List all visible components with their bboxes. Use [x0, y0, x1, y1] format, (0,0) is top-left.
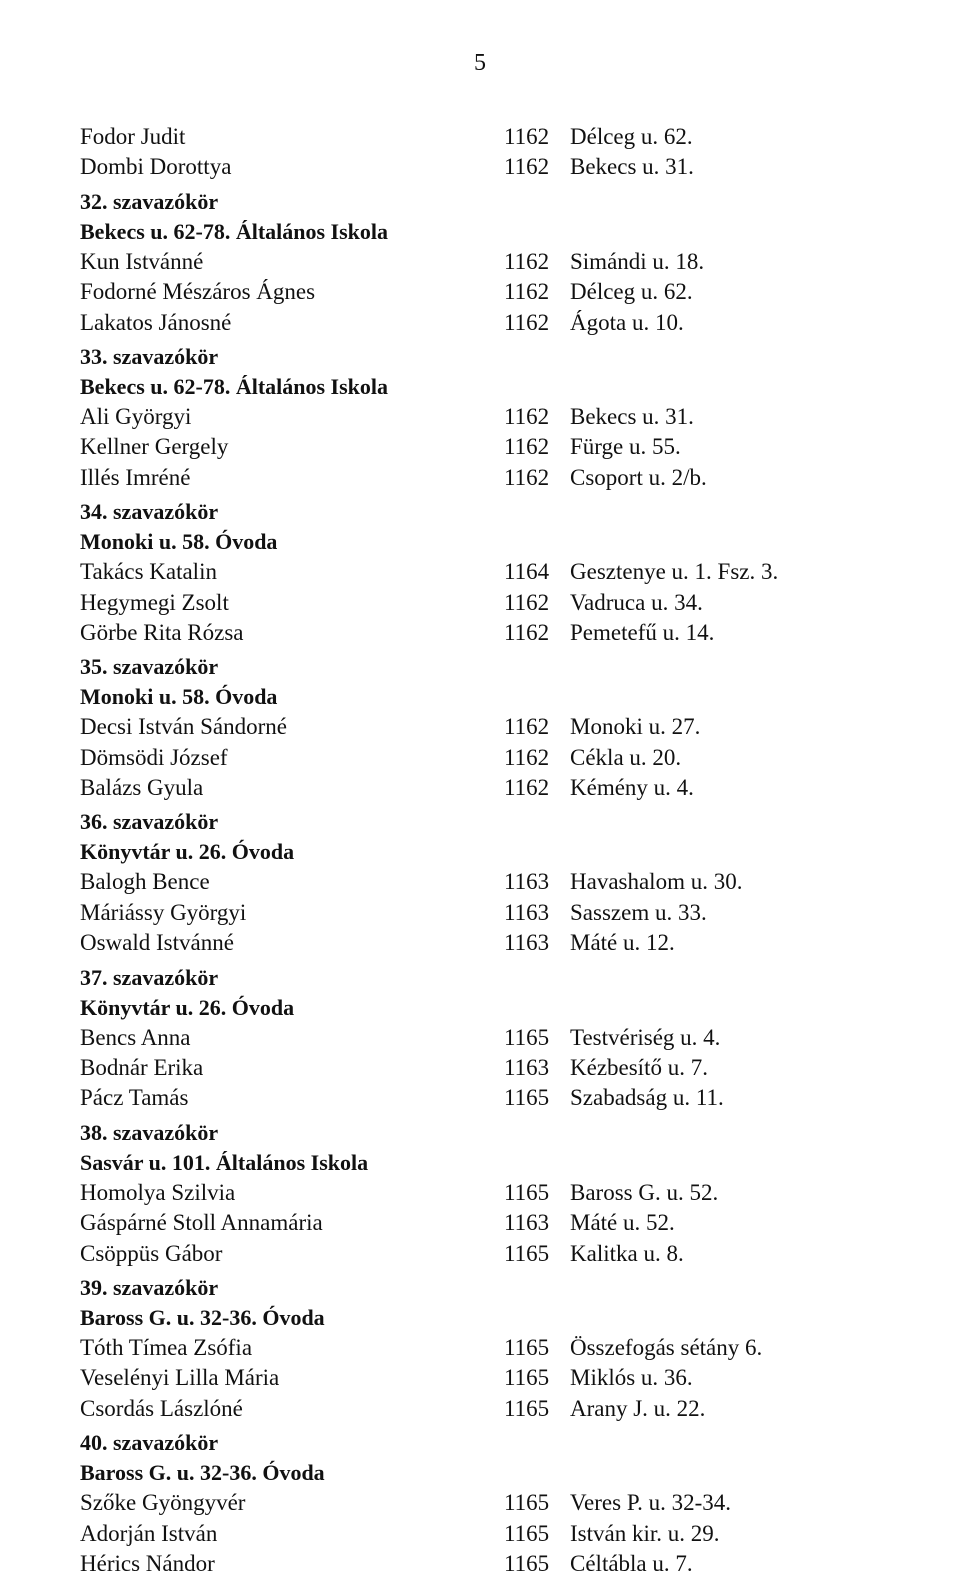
member-name: Veselényi Lilla Mária	[80, 1365, 280, 1391]
member-zip: 1162	[504, 714, 550, 740]
member-name: Fodorné Mészáros Ágnes	[80, 279, 316, 305]
member-zip: 1165	[504, 1334, 550, 1360]
member-zip: 1162	[504, 589, 550, 615]
member-row	[80, 308, 880, 338]
member-name: Takács Katalin	[80, 559, 217, 585]
member-street: Csoport u. 2/b.	[570, 464, 707, 490]
member-street: Kémény u. 4.	[570, 775, 694, 801]
member-zip: 1165	[504, 1179, 550, 1205]
member-row	[80, 1023, 880, 1053]
member-zip: 1165	[504, 1024, 550, 1050]
member-street: Ágota u. 10.	[570, 309, 684, 335]
district-location: Monoki u. 58. Óvoda	[80, 684, 278, 710]
member-name: Csordás Lászlóné	[80, 1395, 243, 1421]
district-title: 36. szavazókör	[80, 809, 219, 835]
member-zip: 1165	[504, 1490, 550, 1516]
member-street: Havashalom u. 30.	[570, 869, 743, 895]
member-name: Homolya Szilvia	[80, 1179, 236, 1205]
member-street: Gesztenye u. 1. Fsz. 3.	[570, 559, 779, 585]
member-street: Máté u. 52.	[570, 1210, 675, 1236]
member-row	[80, 1549, 880, 1579]
member-name: Adorján István	[80, 1520, 218, 1546]
member-zip: 1165	[504, 1520, 550, 1546]
district-location: Könyvtár u. 26. Óvoda	[80, 994, 295, 1020]
member-row	[80, 898, 880, 928]
member-name: Lakatos Jánosné	[80, 309, 232, 335]
member-row	[80, 122, 880, 152]
member-row	[80, 1053, 880, 1083]
district-list	[80, 187, 880, 1579]
member-street: Arany J. u. 22.	[570, 1395, 706, 1421]
member-zip: 1162	[504, 279, 550, 305]
member-zip: 1163	[504, 899, 550, 925]
district-title: 39. szavazókör	[80, 1274, 219, 1300]
member-row	[80, 928, 880, 958]
member-street: Bekecs u. 31.	[570, 403, 694, 429]
member-row	[80, 1178, 880, 1208]
member-row	[80, 1394, 880, 1424]
district-location: Bekecs u. 62-78. Általános Iskola	[80, 218, 389, 244]
member-row	[80, 867, 880, 897]
document-body	[80, 122, 880, 1579]
district-block	[80, 1273, 880, 1424]
member-zip: 1162	[504, 744, 550, 770]
member-row	[80, 402, 880, 432]
member-zip: 1162	[504, 775, 550, 801]
member-name: Balázs Gyula	[80, 775, 204, 801]
member-street: Monoki u. 27.	[570, 714, 701, 740]
district-location: Baross G. u. 32-36. Óvoda	[80, 1460, 325, 1486]
page-number: 5	[474, 50, 486, 76]
member-row	[80, 1208, 880, 1238]
member-row	[80, 557, 880, 587]
member-zip: 1165	[504, 1395, 550, 1421]
member-name: Görbe Rita Rózsa	[80, 619, 244, 645]
member-name: Tóth Tímea Zsófia	[80, 1334, 253, 1360]
member-street: Máté u. 12.	[570, 930, 675, 956]
member-name: Kun Istvánné	[80, 248, 204, 274]
member-name: Máriássy Györgyi	[80, 899, 247, 925]
district-title: 33. szavazókör	[80, 343, 219, 369]
district-location: Sasvár u. 101. Általános Iskola	[80, 1149, 369, 1175]
district-block	[80, 187, 880, 338]
member-street: Miklós u. 36.	[570, 1365, 693, 1391]
member-name: Decsi István Sándorné	[80, 714, 287, 740]
member-street: Kézbesítő u. 7.	[570, 1055, 708, 1081]
member-zip: 1162	[504, 434, 550, 460]
member-street: Céltábla u. 7.	[570, 1550, 693, 1576]
member-street: Délceg u. 62.	[570, 124, 693, 149]
member-street: Szabadság u. 11.	[570, 1085, 724, 1111]
member-name: Illés Imréné	[80, 464, 191, 490]
member-street: Baross G. u. 52.	[570, 1179, 719, 1205]
member-name: Ali Györgyi	[80, 403, 192, 429]
district-location: Monoki u. 58. Óvoda	[80, 529, 278, 555]
member-row	[80, 1239, 880, 1269]
member-street: István kir. u. 29.	[570, 1520, 720, 1546]
member-name: Csöppüs Gábor	[80, 1240, 223, 1266]
member-zip: 1162	[504, 464, 550, 490]
district-title: 32. szavazókör	[80, 188, 219, 214]
member-name: Hegymegi Zsolt	[80, 589, 229, 615]
member-street: Fürge u. 55.	[570, 434, 681, 460]
district-location: Baross G. u. 32-36. Óvoda	[80, 1304, 325, 1330]
member-zip: 1162	[504, 619, 550, 645]
district-block	[80, 1118, 880, 1269]
member-row	[80, 712, 880, 742]
member-zip: 1162	[504, 248, 550, 274]
member-name: Hérics Nándor	[80, 1550, 215, 1576]
district-block	[80, 963, 880, 1114]
district-block	[80, 342, 880, 493]
member-street: Sasszem u. 33.	[570, 899, 707, 925]
member-name: Balogh Bence	[80, 869, 210, 895]
member-zip: 1162	[504, 403, 550, 429]
district-location: Bekecs u. 62-78. Általános Iskola	[80, 373, 389, 399]
district-block	[80, 497, 880, 648]
member-row	[80, 247, 880, 277]
member-street: Vadruca u. 34.	[570, 589, 703, 615]
member-zip: 1162	[504, 124, 550, 149]
member-name: Kellner Gergely	[80, 434, 229, 460]
member-street: Cékla u. 20.	[570, 744, 682, 770]
member-row	[80, 1333, 880, 1363]
member-zip: 1165	[504, 1550, 550, 1576]
member-row	[80, 152, 880, 182]
member-name: Dombi Dorottya	[80, 154, 232, 180]
member-name: Dömsödi József	[80, 744, 228, 770]
member-zip: 1165	[504, 1085, 550, 1111]
member-street: Testvériség u. 4.	[570, 1024, 721, 1050]
member-name: Bodnár Erika	[80, 1055, 204, 1081]
member-row	[80, 1083, 880, 1113]
member-street: Veres P. u. 32-34.	[570, 1490, 731, 1516]
member-zip: 1163	[504, 869, 550, 895]
district-title: 38. szavazókör	[80, 1119, 219, 1145]
district-title: 40. szavazókör	[80, 1430, 219, 1456]
member-row	[80, 1519, 880, 1549]
district-location: Könyvtár u. 26. Óvoda	[80, 839, 295, 865]
member-zip: 1163	[504, 1055, 550, 1081]
member-zip: 1162	[504, 309, 550, 335]
member-street: Kalitka u. 8.	[570, 1240, 684, 1266]
member-name: Szőke Gyöngyvér	[80, 1490, 246, 1516]
member-street: Pemetefű u. 14.	[570, 619, 715, 645]
member-street: Simándi u. 18.	[570, 248, 705, 274]
member-street: Bekecs u. 31.	[570, 154, 694, 180]
member-zip: 1163	[504, 1210, 550, 1236]
member-row	[80, 463, 880, 493]
member-row	[80, 588, 880, 618]
member-zip: 1165	[504, 1365, 550, 1391]
member-zip: 1163	[504, 930, 550, 956]
member-row	[80, 743, 880, 773]
member-row	[80, 618, 880, 648]
member-row	[80, 1488, 880, 1518]
district-block	[80, 652, 880, 803]
member-row	[80, 1363, 880, 1393]
member-zip: 1164	[504, 559, 550, 585]
district-block	[80, 807, 880, 958]
member-row	[80, 773, 880, 803]
member-zip: 1162	[504, 154, 550, 180]
member-street: Összefogás sétány 6.	[570, 1334, 763, 1360]
member-name: Fodor Judit	[80, 124, 186, 149]
member-name: Gáspárné Stoll Annamária	[80, 1210, 323, 1236]
district-title: 34. szavazókör	[80, 499, 219, 525]
member-street: Délceg u. 62.	[570, 279, 693, 305]
district-title: 37. szavazókör	[80, 964, 219, 990]
member-name: Oswald Istvánné	[80, 930, 234, 956]
member-name: Pácz Tamás	[80, 1085, 189, 1111]
district-title: 35. szavazókör	[80, 654, 219, 680]
member-row	[80, 432, 880, 462]
member-zip: 1165	[504, 1240, 550, 1266]
member-name: Bencs Anna	[80, 1024, 191, 1050]
member-row	[80, 277, 880, 307]
district-block	[80, 1428, 880, 1579]
leading-members	[80, 122, 880, 183]
